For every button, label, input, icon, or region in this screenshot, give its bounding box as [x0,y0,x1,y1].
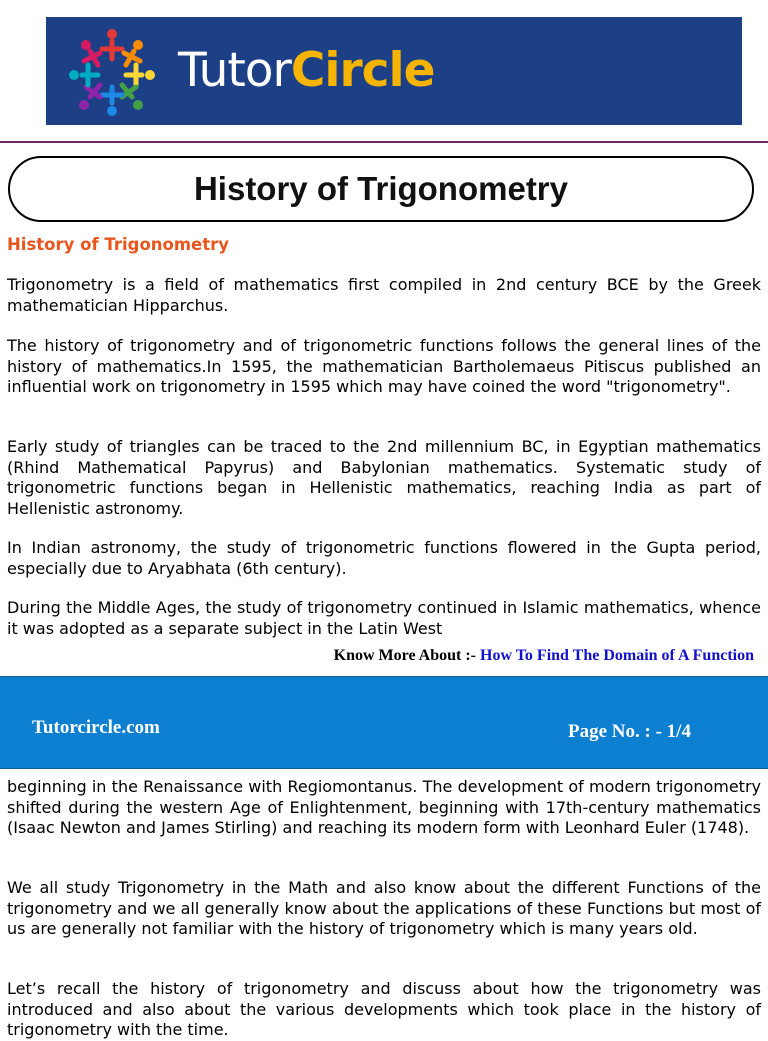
paragraph-2: The history of trigonometry and of trigonometric functions follows the general lines of the history of mathematics.In 1595, the mathematician Bartholemaeus Pitiscus published an influential work on trigonometry in 1595 which may have coined the word "trigonometry". [7,336,761,396]
paragraph-1: Trigonometry is a field of mathematics first compiled in 2nd century BCE by the Greek mathematician Hipparchus. [7,275,761,315]
page-number: Page No. : - 1/4 [568,721,691,742]
tutorcircle-logo-icon [66,25,158,117]
paragraph-3: Early study of triangles can be traced to the 2nd millennium BC, in Egyptian mathematics (Rhind Mathematical Papyrus) and Babylonian mathematics. Systematic study of trigonometric functions began in Hellenistic mathematics, reaching India as part of Hellenistic astronomy. [7,437,761,518]
paragraph-5: During the Middle Ages, the study of trigonometry continued in Islamic mathematics, whence it was adopted as a separate subject in the Latin West [7,598,761,638]
paragraph-6: beginning in the Renaissance with Regiomontanus. The development of modern trigonometry shifted during the western Age of Enlightenment, beginning with 17th-century mathematics (Isaac Newton and James Stirling) and reaching its modern form with Leonhard Euler (1748). [7,777,761,837]
page-title: History of Trigonometry [193,170,569,207]
paragraph-8: Let’s recall the history of trigonometry and discuss about how the trigonometry was introduced and also about the various developments which took place in the history of trigonometry with the time. [7,979,761,1039]
know-more-line [334,647,754,665]
header-banner [46,17,742,125]
logo-text-tutor: Tutor [178,43,291,98]
logo-wordmark [178,43,435,98]
know-more-label: Know More About :- [333,647,476,664]
footer-site-link[interactable]: Tutorcircle.com [32,717,160,738]
know-more-link[interactable]: How To Find The Domain of A Function [480,647,754,664]
paragraph-7: We all study Trigonometry in the Math and also know about the different Functions of the trigonometry and we all generally know about the applications of these Functions but most of us are generally not familiar with the history of trigonometry which is many years old. [7,878,761,938]
section-subheading: History of Trigonometry [7,235,230,254]
paragraph-4: In Indian astronomy, the study of trigonometric functions flowered in the Gupta period, especially due to Aryabhata (6th century). [7,538,761,578]
header-divider [0,141,768,143]
logo-text-circle: Circle [290,43,435,98]
page-footer [0,676,768,769]
title-box [8,156,754,222]
